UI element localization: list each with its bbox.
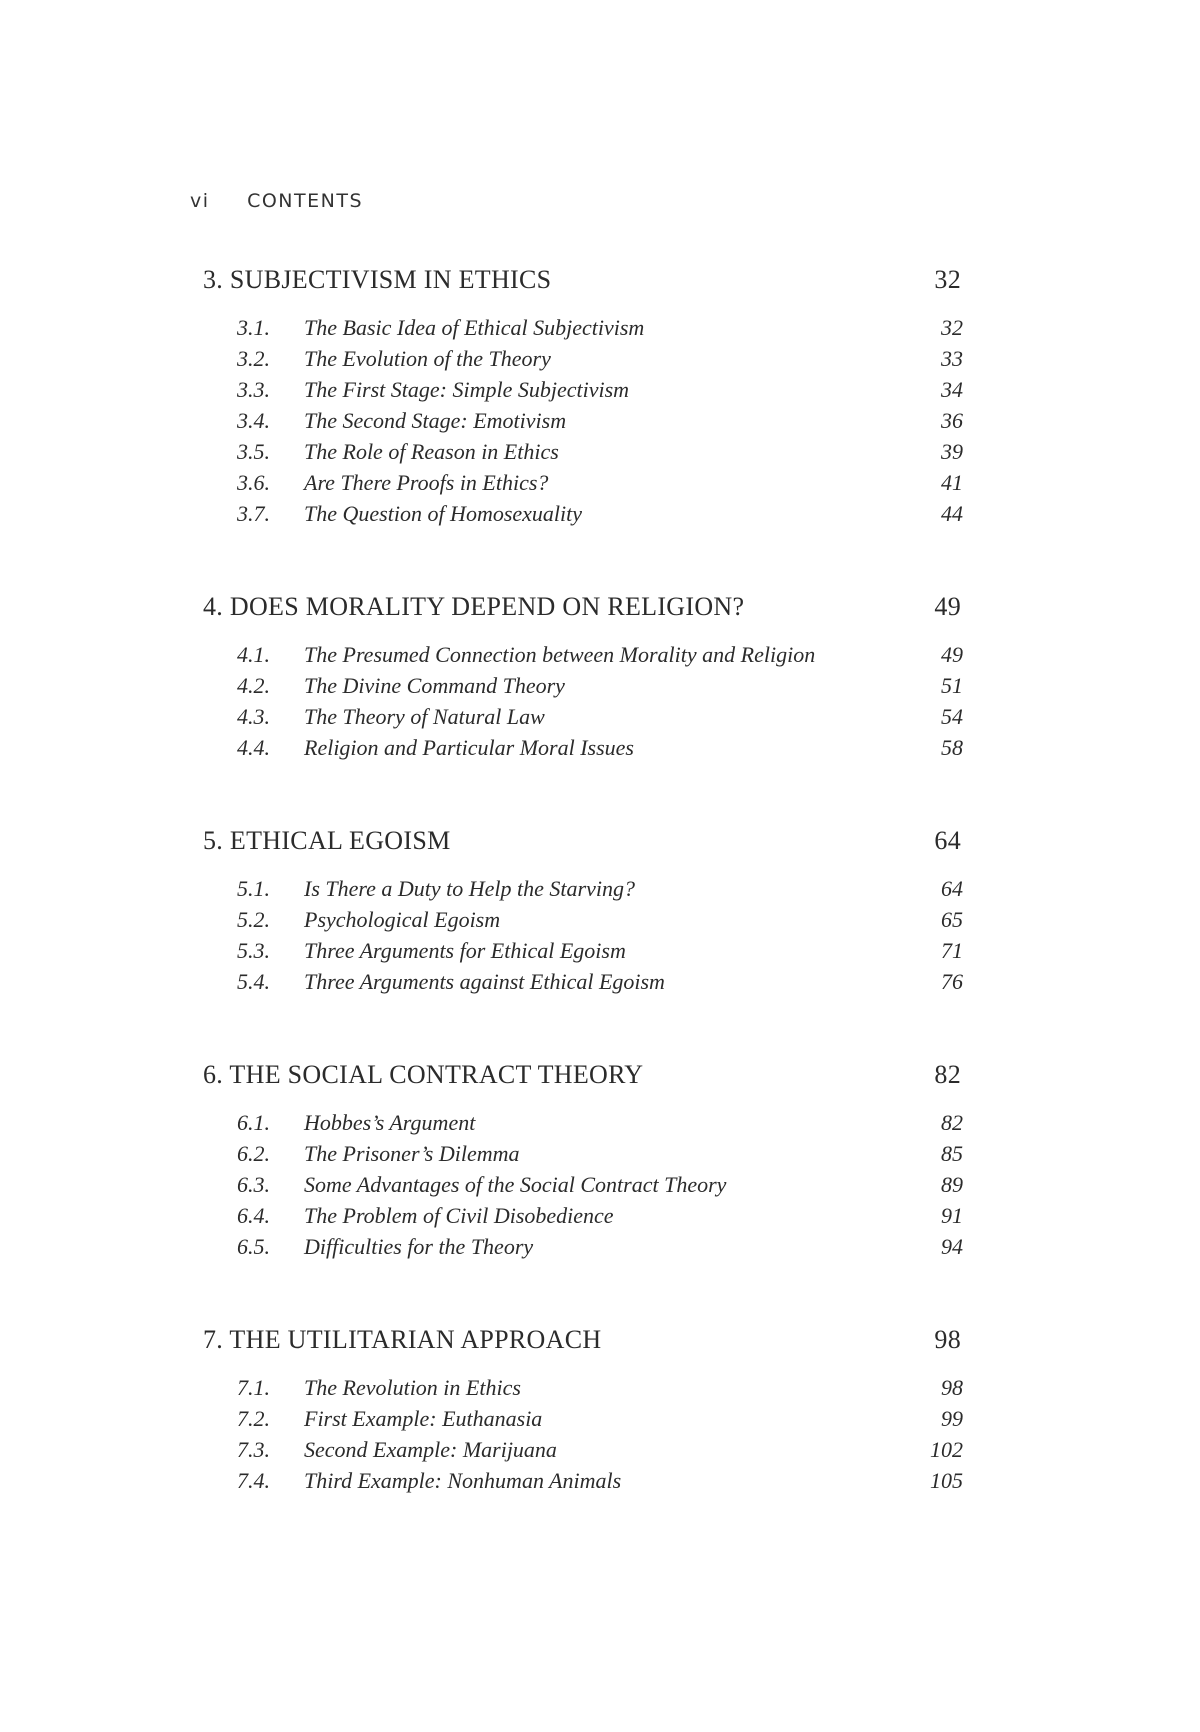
section-entry [203,1169,963,1200]
section-number: 4.2. [237,673,270,698]
section-page-number: 51 [941,673,963,698]
section-entry [203,1434,963,1465]
section-page-number: 105 [930,1468,963,1493]
section-entry [203,670,963,701]
section-number: 6.2. [237,1141,270,1166]
chapter-title: 3. SUBJECTIVISM IN ETHICS [203,265,552,294]
section-title: The Prisoner’s Dilemma [304,1141,520,1166]
chapter-title: 6. THE SOCIAL CONTRACT THEORY [203,1060,644,1089]
section-title: The Evolution of the Theory [304,346,551,371]
section-title: The Role of Reason in Ethics [304,439,559,464]
section-number: 3.1. [237,315,270,340]
running-title: CONTENTS [247,190,364,212]
section-title: First Example: Euthanasia [304,1406,543,1431]
chapter-heading [203,1055,963,1095]
section-entry [203,1138,963,1169]
chapter-entry [203,587,963,763]
section-entry [203,498,963,529]
section-page-number: 33 [941,346,963,371]
section-number: 5.4. [237,969,270,994]
section-title: Three Arguments for Ethical Egoism [304,938,626,963]
chapter-heading [203,821,963,861]
section-title: The Presumed Connection between Morality and Religion [304,642,816,667]
running-header [190,190,363,212]
chapter-page-number: 98 [934,1325,961,1354]
section-number: 4.1. [237,642,270,667]
section-number: 5.2. [237,907,270,932]
section-number: 3.5. [237,439,270,464]
section-entry [203,343,963,374]
section-page-number: 85 [941,1141,963,1166]
chapter-title: 7. THE UTILITARIAN APPROACH [203,1325,602,1354]
section-number: 3.6. [237,470,270,495]
section-title: The Revolution in Ethics [304,1375,521,1400]
section-page-number: 54 [941,704,963,729]
section-number: 6.3. [237,1172,270,1197]
chapter-title: 4. DOES MORALITY DEPEND ON RELIGION? [203,592,745,621]
section-title: The Theory of Natural Law [304,704,545,729]
section-page-number: 44 [941,501,963,526]
chapter-page-number: 82 [934,1060,961,1089]
section-entry [203,1231,963,1262]
section-entry [203,1403,963,1434]
chapter-entry [203,260,963,529]
section-page-number: 32 [941,315,963,340]
section-page-number: 41 [941,470,963,495]
section-entry [203,1107,963,1138]
page-number: vi [190,190,210,212]
chapter-heading [203,1320,963,1360]
section-entry [203,639,963,670]
section-title: The First Stage: Simple Subjectivism [304,377,630,402]
section-title: Second Example: Marijuana [304,1437,557,1462]
section-list [203,1107,963,1262]
section-list [203,312,963,529]
section-list [203,639,963,763]
table-of-contents [203,260,963,1554]
section-number: 3.3. [237,377,270,402]
chapter-heading [203,260,963,300]
section-number: 6.5. [237,1234,270,1259]
section-number: 4.3. [237,704,270,729]
section-title: The Second Stage: Emotivism [304,408,567,433]
chapter-heading [203,587,963,627]
section-number: 7.3. [237,1437,270,1462]
chapter-entry [203,821,963,997]
section-number: 3.7. [237,501,270,526]
section-page-number: 99 [941,1406,963,1431]
section-page-number: 102 [930,1437,963,1462]
section-entry [203,405,963,436]
section-page-number: 58 [941,735,963,760]
section-title: Difficulties for the Theory [304,1234,534,1259]
section-page-number: 39 [941,439,963,464]
chapter-page-number: 64 [934,826,961,855]
section-entry [203,701,963,732]
section-number: 5.1. [237,876,270,901]
section-title: Psychological Egoism [304,907,501,932]
section-number: 7.1. [237,1375,270,1400]
section-page-number: 64 [941,876,963,901]
section-entry [203,966,963,997]
section-number: 7.4. [237,1468,270,1493]
section-number: 4.4. [237,735,270,760]
section-entry [203,1465,963,1496]
section-page-number: 36 [941,408,963,433]
section-title: Hobbes’s Argument [304,1110,476,1135]
section-entry [203,1200,963,1231]
section-title: The Problem of Civil Disobedience [304,1203,614,1228]
section-page-number: 94 [941,1234,963,1259]
section-list [203,1372,963,1496]
section-entry [203,436,963,467]
chapter-entry [203,1055,963,1262]
section-page-number: 76 [941,969,963,994]
section-entry [203,873,963,904]
section-entry [203,904,963,935]
section-entry [203,1372,963,1403]
section-title: Is There a Duty to Help the Starving? [304,876,635,901]
section-entry [203,312,963,343]
section-entry [203,732,963,763]
section-title: Three Arguments against Ethical Egoism [304,969,665,994]
section-title: Third Example: Nonhuman Animals [304,1468,622,1493]
section-number: 3.2. [237,346,270,371]
section-page-number: 82 [941,1110,963,1135]
section-page-number: 71 [941,938,963,963]
section-number: 6.4. [237,1203,270,1228]
chapter-page-number: 49 [934,592,961,621]
section-number: 7.2. [237,1406,270,1431]
section-title: Some Advantages of the Social Contract Theory [304,1172,727,1197]
section-page-number: 65 [941,907,963,932]
section-title: The Question of Homosexuality [304,501,583,526]
section-page-number: 89 [941,1172,963,1197]
section-title: Are There Proofs in Ethics? [304,470,549,495]
section-title: The Basic Idea of Ethical Subjectivism [304,315,645,340]
chapter-title: 5. ETHICAL EGOISM [203,826,451,855]
section-number: 3.4. [237,408,270,433]
section-entry [203,935,963,966]
section-page-number: 91 [941,1203,963,1228]
chapter-entry [203,1320,963,1496]
section-entry [203,374,963,405]
section-page-number: 98 [941,1375,963,1400]
section-number: 5.3. [237,938,270,963]
section-entry [203,467,963,498]
section-title: Religion and Particular Moral Issues [304,735,634,760]
section-page-number: 49 [941,642,963,667]
section-number: 6.1. [237,1110,270,1135]
chapter-page-number: 32 [934,265,961,294]
section-page-number: 34 [941,377,963,402]
section-title: The Divine Command Theory [304,673,565,698]
section-list [203,873,963,997]
